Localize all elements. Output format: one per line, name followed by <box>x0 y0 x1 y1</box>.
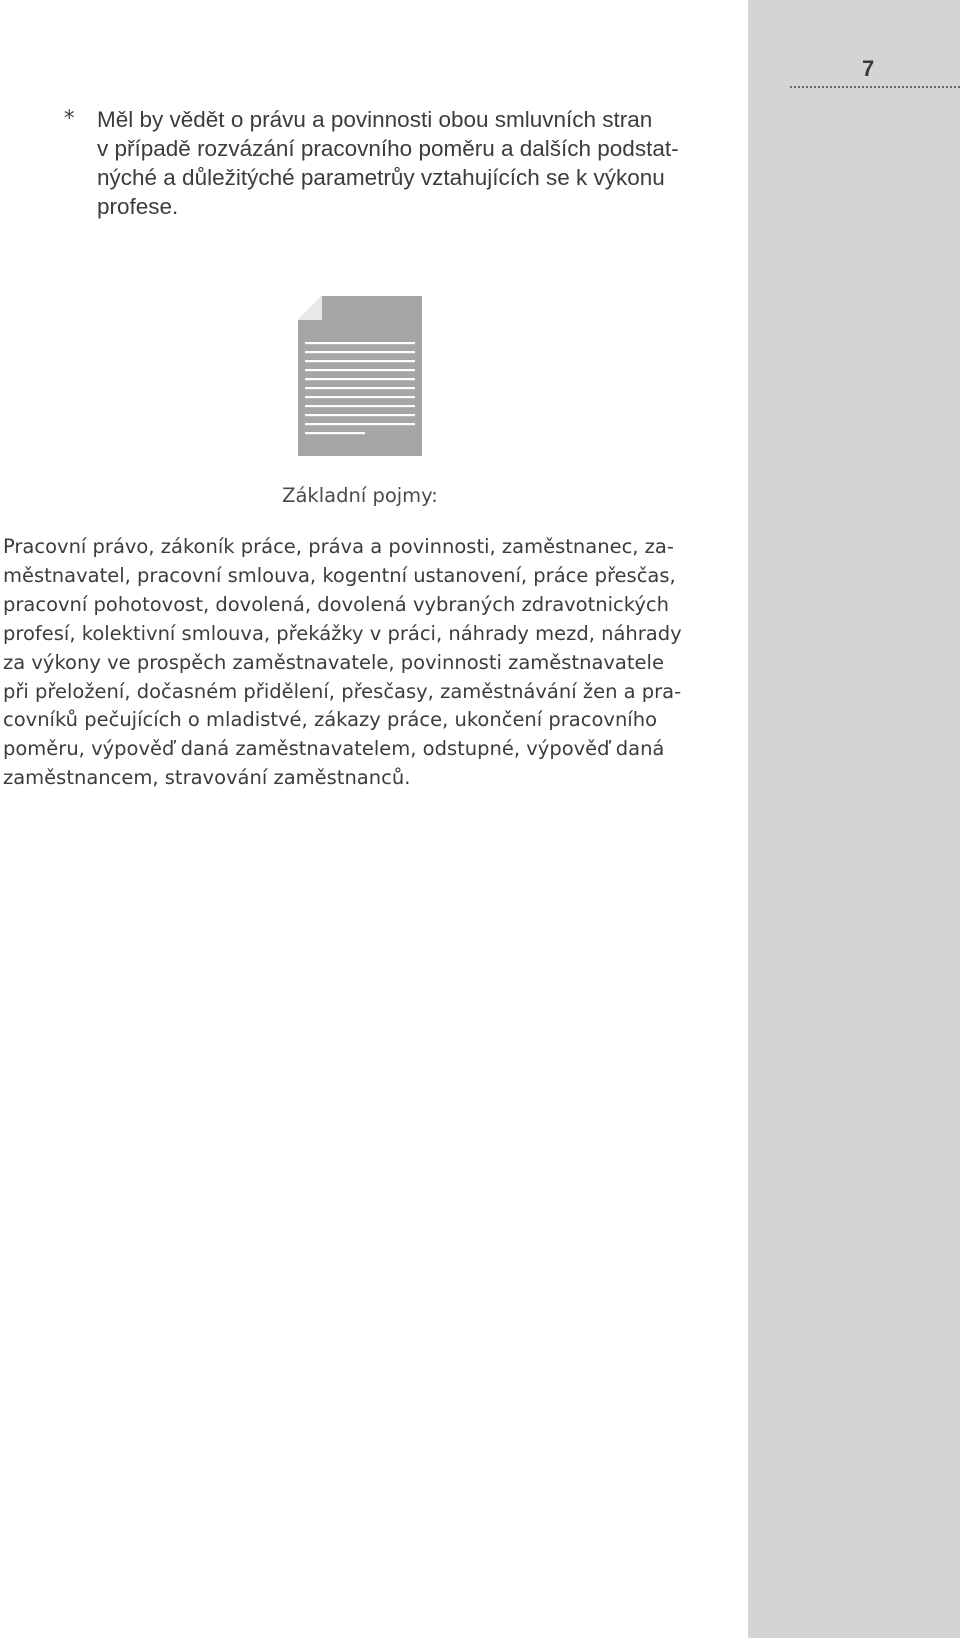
document-icon <box>298 296 422 456</box>
page-number-rule <box>790 86 960 88</box>
bullet-text <box>97 105 712 221</box>
bullet-marker: * <box>64 106 75 130</box>
terms-line: pracovní pohotovost, dovolená, dovolená vybraných zdravotnických <box>3 592 669 616</box>
terms-line: zaměstnancem, stravování zaměstnanců. <box>3 766 411 790</box>
terms-line: za výkony ve prospěch zaměstnavatele, povinnosti zaměstnavatele <box>3 650 664 674</box>
terms-line: při přeložení, dočasném přidělení, přesčasy, zaměstnávání žen a pra- <box>3 679 682 703</box>
terms-line: poměru, výpověď daná zaměstnavatelem, odstupné, výpověď daná <box>3 737 665 761</box>
terms-line: Pracovní právo, zákoník práce, práva a povinnosti, zaměstnanec, za- <box>3 535 674 558</box>
bullet-line: nýché a důležitýché parametrůy vztahujících se k výkonu <box>97 165 665 190</box>
section-title: Základní pojmy: <box>282 484 438 507</box>
margin-strip <box>748 0 960 1638</box>
terms-line: covníků pečujících o mladistvé, zákazy práce, ukončení pracovního <box>3 708 658 732</box>
terms-paragraph <box>3 533 723 793</box>
terms-line: profesí, kolektivní smlouva, překážky v práci, náhrady mezd, náhrady <box>3 621 682 645</box>
bullet-line: Měl by vědět o právu a povinnosti obou smluvních stran <box>97 107 653 132</box>
bullet-line: v případě rozvázání pracovního poměru a dalších podstat- <box>97 136 679 161</box>
page-number: 7 <box>862 56 875 81</box>
terms-line: městnavatel, pracovní smlouva, kogentní ustanovení, práce přesčas, <box>3 563 676 587</box>
bullet-line: profese. <box>97 194 179 219</box>
